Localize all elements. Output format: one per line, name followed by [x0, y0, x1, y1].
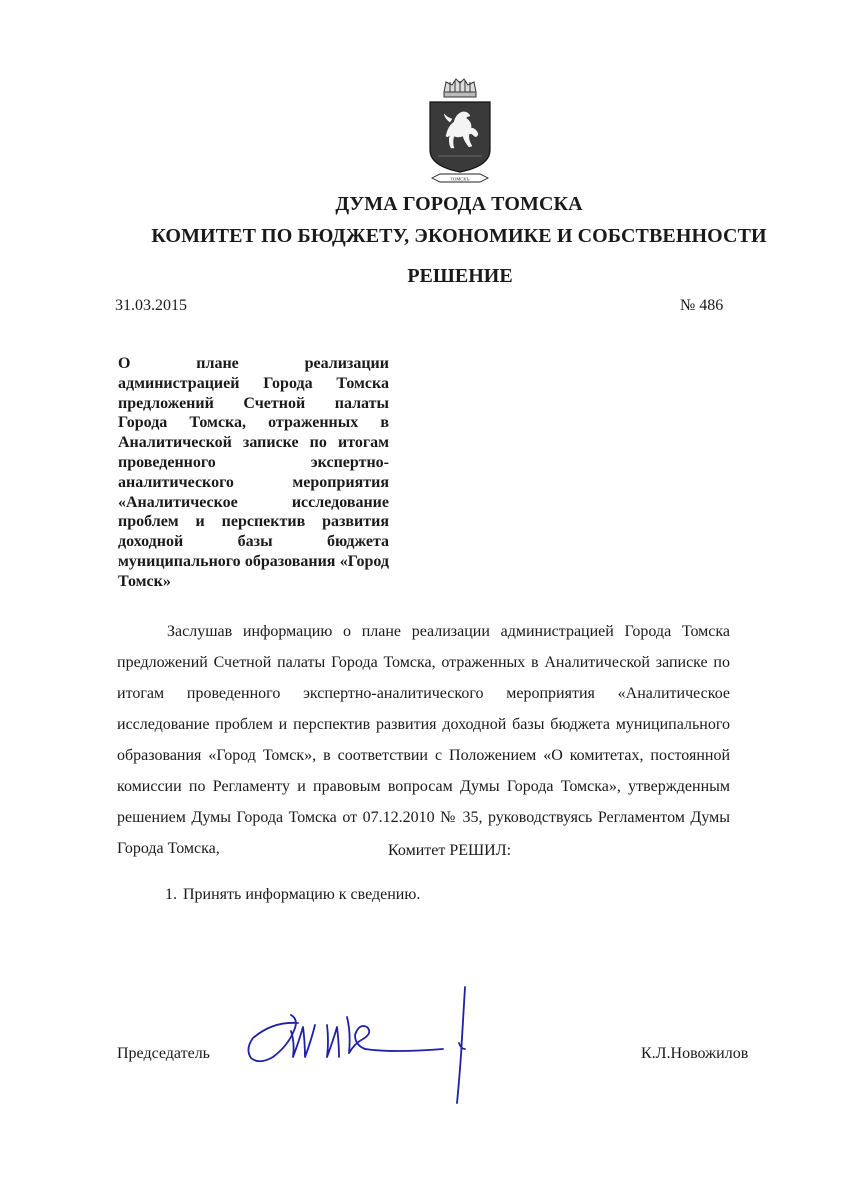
resolved-heading: Комитет РЕШИЛ: [388, 842, 512, 859]
organization-title: ДУМА ГОРОДА ТОМСКА [335, 193, 583, 215]
committee-title: КОМИТЕТ ПО БЮДЖЕТУ, ЭКОНОМИКЕ И СОБСТВЕННОСТИ [151, 225, 767, 247]
document-subject: О плане реализации администрацией Города Томска предложений Счетной палаты Города Томска, отраженных в Аналитической записке по итогам проведенного экспертно-аналитического мероприятия «Аналитическое исследование проблем и перспектив развития доходной базы бюджета муниципального образования «Город Томск» [118, 355, 389, 590]
signatory-name: К.Л.Новожилов [641, 1045, 749, 1062]
list-item [165, 886, 420, 904]
document-date: 31.03.2015 [115, 297, 187, 314]
list-item-text: Принять информацию к сведению. [183, 886, 421, 903]
document-type-heading: РЕШЕНИЕ [407, 265, 513, 287]
resolution-list [165, 886, 420, 904]
emblem-motto: ТОМСКЪ [450, 176, 470, 182]
document-number: № 486 [680, 297, 724, 314]
list-item-number: 1. [165, 886, 177, 903]
tomsk-coat-of-arms-icon [424, 78, 496, 190]
handwritten-signature-icon [243, 983, 478, 1108]
body-paragraph: Заслушав информацию о плане реализации администрацией Города Томска предложений Счетной палаты Города Томска, отраженных в Аналитической записке по итогам проведенного экспертно-аналитического мероприятия «Аналитическое исследование проблем и перспектив развития доходной базы бюджета муниципального образования «Город Томск», в соответствии с Положением «О комитетах, постоянной комиссии по Регламенту и правовым вопросам Думы Города Томска», утвержденным решением Думы Города Томска от 07.12.2010 № 35, руководствуясь Регламентом Думы Города Томска, [117, 623, 730, 857]
signatory-role: Председатель [117, 1045, 210, 1062]
